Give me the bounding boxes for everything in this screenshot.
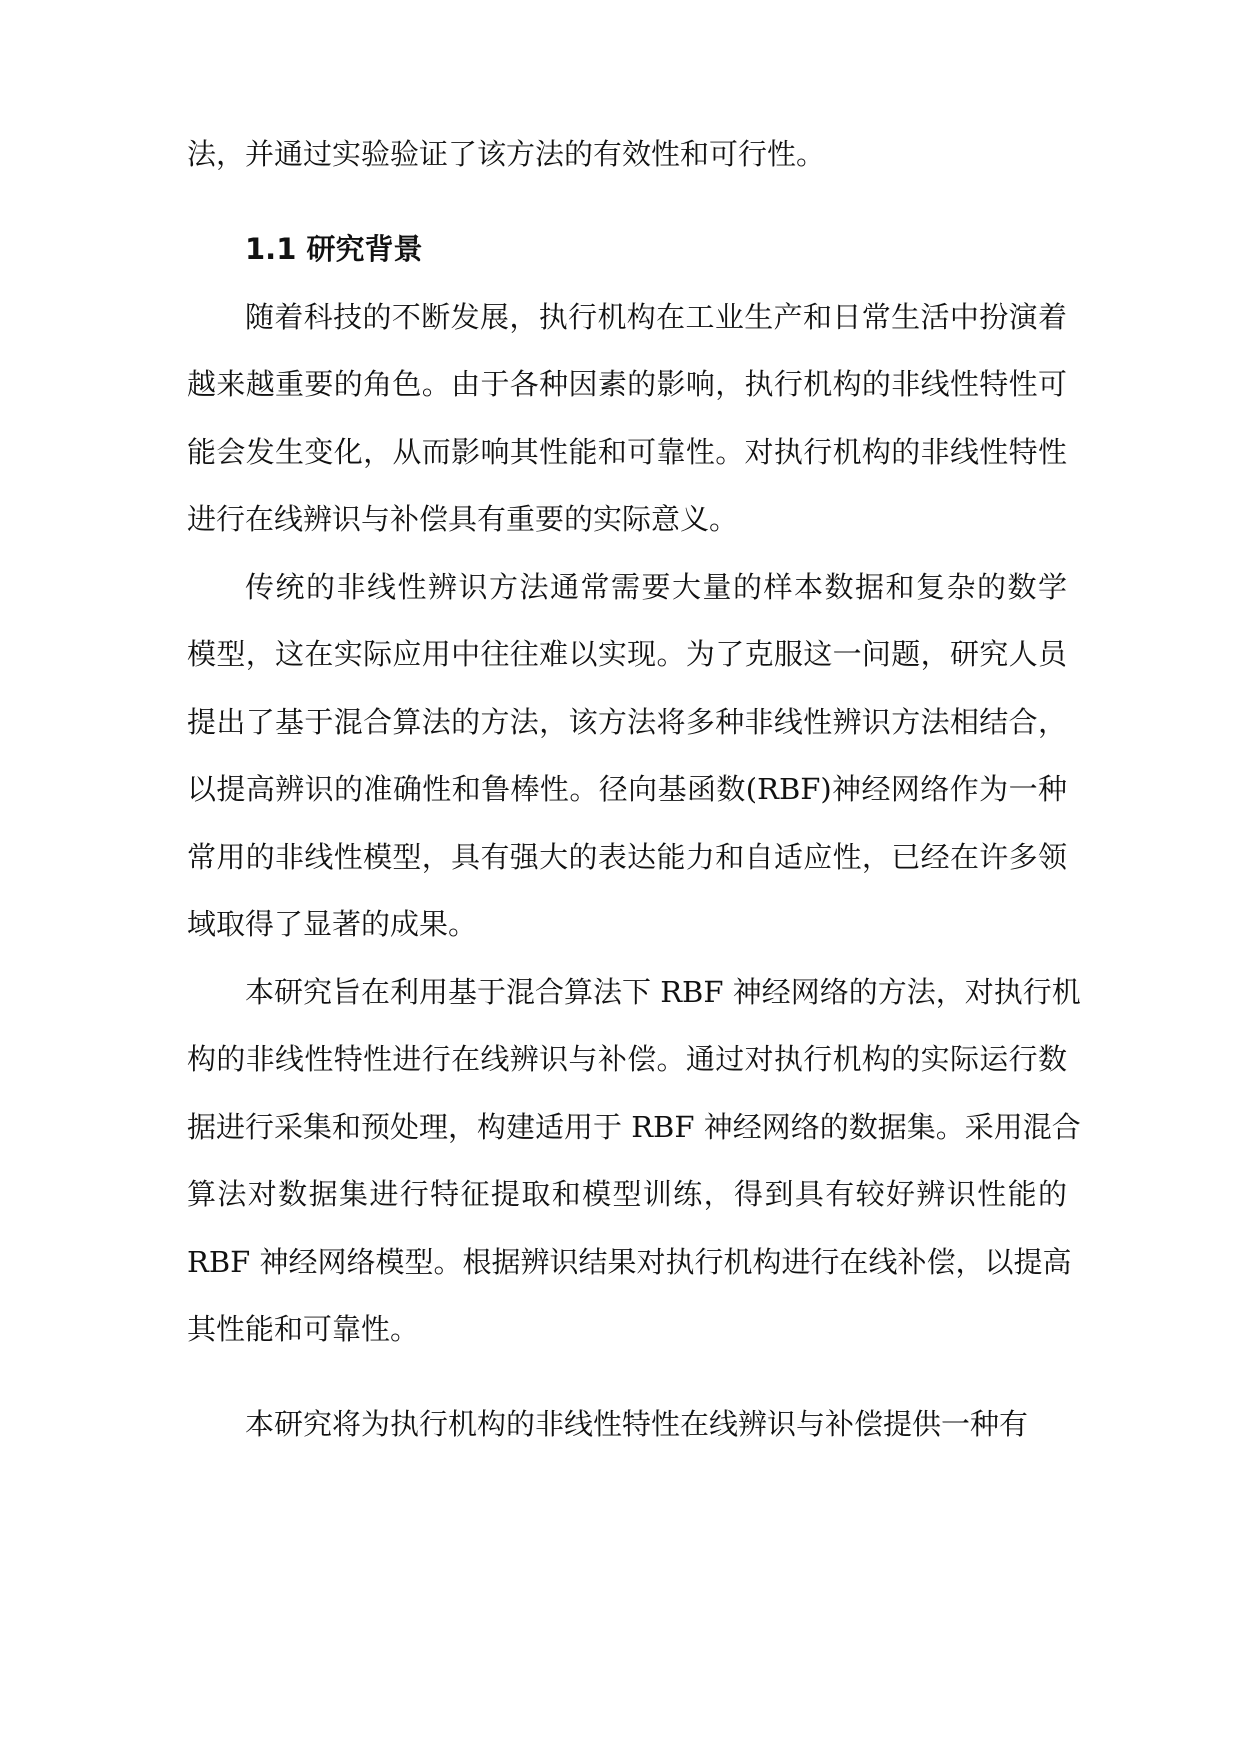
paragraph-line: 随着科技的不断发展，执行机构在工业生产和日常生活中扮演着 (245, 300, 1067, 334)
paragraph-line: 常用的非线性模型，具有强大的表达能力和自适应性，已经在许多领 (187, 840, 1067, 874)
paragraph-line: 传统的非线性辨识方法通常需要大量的样本数据和复杂的数学 (245, 570, 1067, 604)
section-heading: 1.1 研究背景 (245, 232, 423, 266)
paragraph-line: 进行在线辨识与补偿具有重要的实际意义。 (187, 502, 739, 536)
paragraph-line: 提出了基于混合算法的方法，该方法将多种非线性辨识方法相结合， (187, 705, 1067, 739)
paragraph-line: 域取得了显著的成果。 (187, 907, 478, 941)
paragraph-line: 以提高辨识的准确性和鲁棒性。径向基函数(RBF)神经网络作为一种 (187, 772, 1067, 806)
paragraph-line: 算法对数据集进行特征提取和模型训练，得到具有较好辨识性能的 (187, 1177, 1067, 1211)
paragraph-line: RBF 神经网络模型。根据辨识结果对执行机构进行在线补偿，以提高 (187, 1245, 1072, 1279)
paragraph-line: 其性能和可靠性。 (187, 1312, 420, 1346)
paragraph-line: 越来越重要的角色。由于各种因素的影响，执行机构的非线性特性可 (187, 367, 1067, 401)
paragraph-line: 构的非线性特性进行在线辨识与补偿。通过对执行机构的实际运行数 (187, 1042, 1067, 1076)
paragraph-line: 据进行采集和预处理，构建适用于 RBF 神经网络的数据集。采用混合 (187, 1110, 1081, 1144)
paragraph-line: 能会发生变化，从而影响其性能和可靠性。对执行机构的非线性特性 (187, 435, 1067, 469)
paragraph-line: 法，并通过实验验证了该方法的有效性和可行性。 (187, 137, 826, 171)
paragraph-line: 本研究将为执行机构的非线性特性在线辨识与补偿提供一种有 (245, 1407, 1029, 1441)
paragraph-line: 本研究旨在利用基于混合算法下 RBF 神经网络的方法，对执行机 (245, 975, 1081, 1009)
paragraph-line: 模型，这在实际应用中往往难以实现。为了克服这一问题，研究人员 (187, 637, 1067, 671)
